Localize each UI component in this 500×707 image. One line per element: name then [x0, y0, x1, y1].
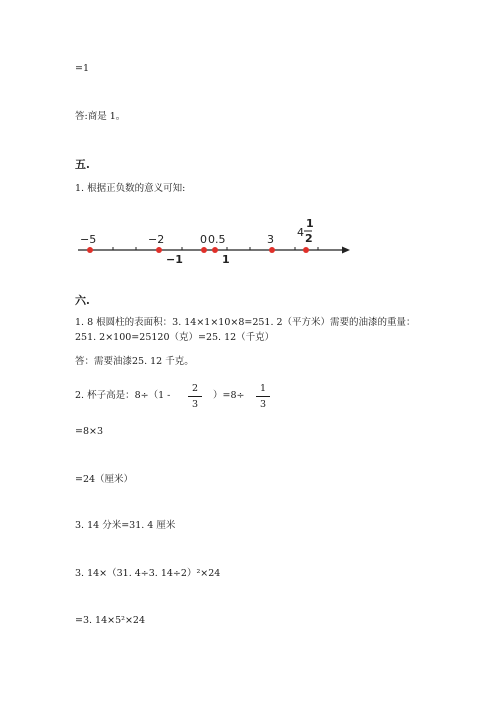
item-6-2-mid: ）=8÷	[213, 390, 245, 401]
line-24cm: =24（厘米）	[75, 474, 134, 485]
label-mixed-num: 1	[306, 217, 314, 230]
item-6-1-line1: 1. 8 根圆柱的表面积：3. 14×1×10×8=251. 2（平方米）需要的油漆的重量：	[75, 317, 416, 328]
label-neg2: −2	[148, 233, 165, 246]
label-0-5: 0.5	[208, 233, 226, 246]
line-final: =3. 14×5²×24	[75, 615, 145, 626]
answer-line: 答:商是 1。	[75, 111, 126, 122]
label-neg1: −1	[166, 253, 183, 266]
label-3: 3	[267, 233, 274, 246]
label-mixed-den: 2	[305, 232, 313, 245]
section-heading-5: 五.	[75, 158, 90, 171]
label-mixed-whole: 4	[297, 226, 304, 239]
fraction-2-3: 2 3	[188, 383, 202, 410]
fraction-1-3: 1 3	[256, 383, 270, 410]
arrow-head	[342, 247, 350, 254]
item-5-1: 1. 根据正负数的意义可知:	[75, 183, 186, 194]
item-6-3: 3. 14 分米=31. 4 厘米	[75, 520, 176, 531]
section-heading-6: 六.	[75, 294, 90, 307]
label-neg5: −5	[80, 233, 97, 246]
item-6-1-answer: 答：需要油漆25. 12 千克。	[75, 356, 194, 367]
line-calc: 3. 14×（31. 4÷3. 14÷2）²×24	[75, 568, 221, 579]
item-6-1-line2: 251. 2×100=25120（克）=25. 12（千克）	[75, 332, 275, 343]
point-0	[201, 247, 207, 253]
point-0-5	[212, 247, 218, 253]
point-neg5	[87, 247, 93, 253]
point-neg2	[156, 247, 162, 253]
point-3	[269, 247, 275, 253]
item-6-2-prefix: 2. 杯子高是：8÷（1 -	[75, 390, 171, 401]
line-8x3: =8×3	[75, 426, 104, 437]
label-1: 1	[222, 253, 230, 266]
point-4-5	[303, 247, 309, 253]
number-line-figure	[0, 212, 500, 272]
label-0: 0	[200, 233, 207, 246]
equation-line: =1	[75, 63, 90, 74]
